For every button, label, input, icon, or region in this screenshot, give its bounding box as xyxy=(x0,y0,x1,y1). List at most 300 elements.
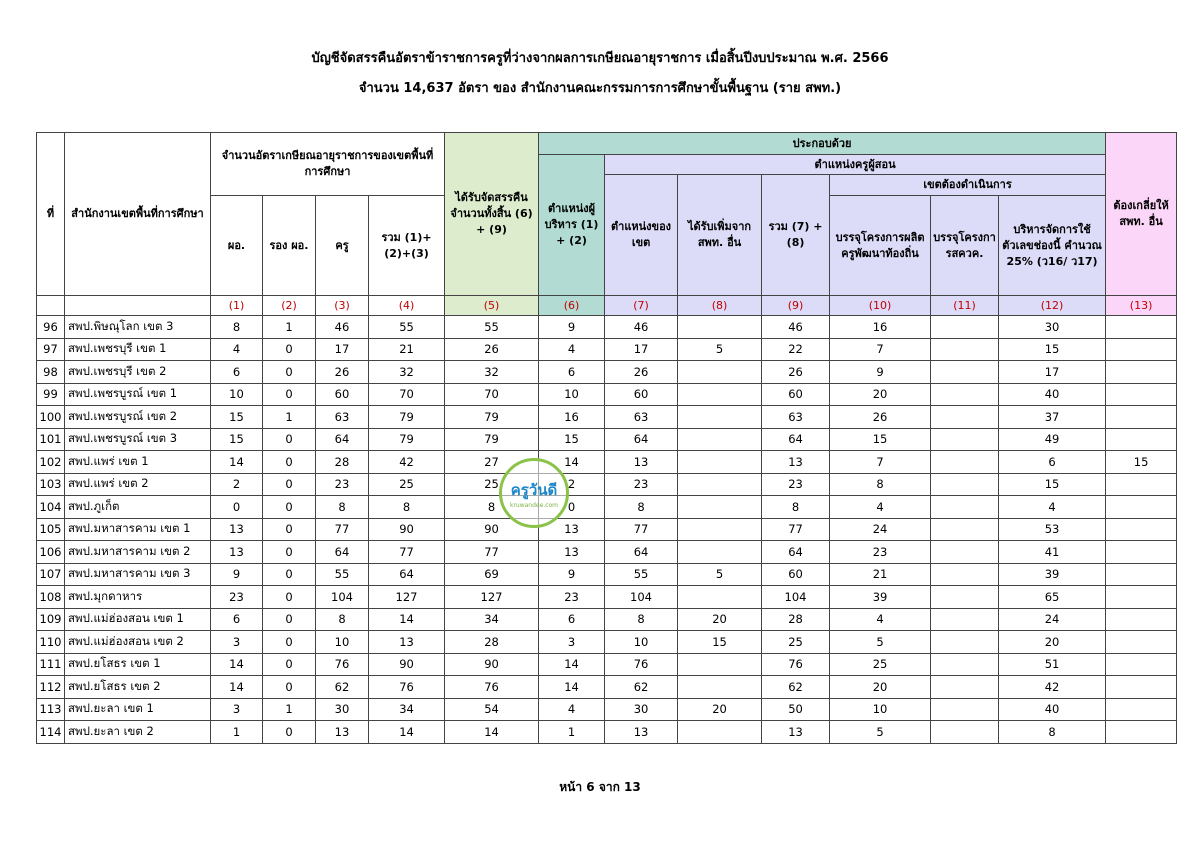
cell-c4: 127 xyxy=(369,586,445,609)
cell-no: 107 xyxy=(37,563,65,586)
cell-c7: 13 xyxy=(605,451,678,474)
cell-c9: 13 xyxy=(762,721,830,744)
cell-c1: 1 xyxy=(211,721,263,744)
cell-c7: 64 xyxy=(605,541,678,564)
cell-c10: 20 xyxy=(830,383,931,406)
cell-c11 xyxy=(931,338,999,361)
cell-c2: 0 xyxy=(263,676,316,699)
cell-c12: 15 xyxy=(999,338,1106,361)
watermark-text: ครูวันดี xyxy=(510,480,558,499)
cell-c10: 16 xyxy=(830,316,931,339)
cell-c8 xyxy=(678,451,762,474)
cell-c4: 8 xyxy=(369,496,445,519)
cell-c8: 5 xyxy=(678,563,762,586)
cell-c10: 15 xyxy=(830,428,931,451)
document-title: บัญชีจัดสรรคืนอัตราข้าราชการครูที่ว่างจากผลการเกษียณอายุราชการ เมื่อสิ้นปีงบประมาณ พ.ศ. 2566 xyxy=(311,51,889,66)
cell-c1: 4 xyxy=(211,338,263,361)
cell-c8 xyxy=(678,586,762,609)
cell-c8 xyxy=(678,518,762,541)
cell-c5: 76 xyxy=(445,676,539,699)
cell-c2: 1 xyxy=(263,316,316,339)
cell-no: 101 xyxy=(37,428,65,451)
cell-c2: 0 xyxy=(263,428,316,451)
cell-c9: 104 xyxy=(762,586,830,609)
cell-office: สพป.เพชรบูรณ์ เขต 1 xyxy=(65,383,211,406)
cell-c13 xyxy=(1106,653,1177,676)
cell-c9: 62 xyxy=(762,676,830,699)
cell-c6: 14 xyxy=(539,653,605,676)
cell-c12: 15 xyxy=(999,473,1106,496)
cell-c7: 104 xyxy=(605,586,678,609)
cell-c3: 63 xyxy=(316,406,369,429)
cell-c12: 8 xyxy=(999,721,1106,744)
cell-c5: 26 xyxy=(445,338,539,361)
cell-c7: 17 xyxy=(605,338,678,361)
cell-c13 xyxy=(1106,383,1177,406)
cell-no: 111 xyxy=(37,653,65,676)
cell-c8: 20 xyxy=(678,608,762,631)
cell-c9: 13 xyxy=(762,451,830,474)
cell-c12: 41 xyxy=(999,541,1106,564)
cell-c4: 77 xyxy=(369,541,445,564)
cell-c2: 0 xyxy=(263,631,316,654)
cell-c13 xyxy=(1106,473,1177,496)
cell-office: สพป.พิษณุโลก เขต 3 xyxy=(65,316,211,339)
header-area-must: เขตต้องดำเนินการ xyxy=(830,175,1106,196)
cell-c3: 104 xyxy=(316,586,369,609)
cell-c5: 32 xyxy=(445,361,539,384)
cell-c1: 13 xyxy=(211,541,263,564)
cell-c8 xyxy=(678,473,762,496)
cell-c8 xyxy=(678,496,762,519)
col-number: (3) xyxy=(316,296,369,316)
cell-c7: 13 xyxy=(605,721,678,744)
cell-c13 xyxy=(1106,316,1177,339)
cell-c3: 28 xyxy=(316,451,369,474)
cell-c7: 55 xyxy=(605,563,678,586)
cell-c4: 42 xyxy=(369,451,445,474)
cell-c13 xyxy=(1106,586,1177,609)
cell-c13 xyxy=(1106,361,1177,384)
cell-c3: 17 xyxy=(316,338,369,361)
cell-c6: 15 xyxy=(539,428,605,451)
cell-c8 xyxy=(678,676,762,699)
cell-c8 xyxy=(678,428,762,451)
cell-c4: 76 xyxy=(369,676,445,699)
cell-c5: 55 xyxy=(445,316,539,339)
cell-c9: 64 xyxy=(762,541,830,564)
table-row xyxy=(37,496,1177,519)
col-number: (2) xyxy=(263,296,316,316)
header-own-area: ตำแหน่งของเขต xyxy=(605,175,678,296)
col-number: (5) xyxy=(445,296,539,316)
cell-c8 xyxy=(678,361,762,384)
cell-c9: 23 xyxy=(762,473,830,496)
cell-no: 104 xyxy=(37,496,65,519)
table-row xyxy=(37,361,1177,384)
watermark-logo xyxy=(499,458,569,528)
cell-c2: 0 xyxy=(263,496,316,519)
cell-c11 xyxy=(931,608,999,631)
table-row xyxy=(37,653,1177,676)
cell-c1: 23 xyxy=(211,586,263,609)
cell-c3: 10 xyxy=(316,631,369,654)
cell-c11 xyxy=(931,586,999,609)
cell-c3: 8 xyxy=(316,608,369,631)
cell-c11 xyxy=(931,698,999,721)
cell-c10: 23 xyxy=(830,541,931,564)
cell-c13: 15 xyxy=(1106,451,1177,474)
cell-c10: 21 xyxy=(830,563,931,586)
cell-c5: 69 xyxy=(445,563,539,586)
header-total-alloc: ได้รับจัดสรรคืนจำนวนทั้งสิ้น (6) + (9) xyxy=(445,133,539,296)
cell-c12: 53 xyxy=(999,518,1106,541)
cell-c11 xyxy=(931,721,999,744)
cell-c8: 15 xyxy=(678,631,762,654)
cell-no: 102 xyxy=(37,451,65,474)
cell-c2: 0 xyxy=(263,451,316,474)
cell-no: 110 xyxy=(37,631,65,654)
cell-c2: 1 xyxy=(263,406,316,429)
cell-c13 xyxy=(1106,631,1177,654)
cell-no: 96 xyxy=(37,316,65,339)
cell-c10: 7 xyxy=(830,338,931,361)
cell-c13 xyxy=(1106,496,1177,519)
cell-c11 xyxy=(931,383,999,406)
cell-c6: 6 xyxy=(539,361,605,384)
cell-c11 xyxy=(931,428,999,451)
cell-c12: 49 xyxy=(999,428,1106,451)
cell-c7: 64 xyxy=(605,428,678,451)
cell-c10: 8 xyxy=(830,473,931,496)
cell-c10: 5 xyxy=(830,721,931,744)
cell-c5: 79 xyxy=(445,406,539,429)
cell-c1: 14 xyxy=(211,451,263,474)
cell-c13 xyxy=(1106,406,1177,429)
col-number: (9) xyxy=(762,296,830,316)
cell-c1: 3 xyxy=(211,631,263,654)
cell-office: สพป.ยะลา เขต 2 xyxy=(65,721,211,744)
cell-c3: 77 xyxy=(316,518,369,541)
cell-c7: 76 xyxy=(605,653,678,676)
table-row xyxy=(37,698,1177,721)
cell-c6: 4 xyxy=(539,698,605,721)
cell-c13 xyxy=(1106,518,1177,541)
cell-office: สพป.ยโสธร เขต 1 xyxy=(65,653,211,676)
cell-c3: 13 xyxy=(316,721,369,744)
table-row xyxy=(37,586,1177,609)
cell-c5: 8 xyxy=(445,496,539,519)
cell-c12: 20 xyxy=(999,631,1106,654)
cell-c1: 15 xyxy=(211,406,263,429)
table-row xyxy=(37,721,1177,744)
cell-c5: 54 xyxy=(445,698,539,721)
table-row xyxy=(37,383,1177,406)
cell-c8: 20 xyxy=(678,698,762,721)
cell-c9: 77 xyxy=(762,518,830,541)
cell-c5: 90 xyxy=(445,653,539,676)
col-number: (11) xyxy=(931,296,999,316)
cell-c11 xyxy=(931,473,999,496)
cell-c12: 17 xyxy=(999,361,1106,384)
cell-c11 xyxy=(931,631,999,654)
cell-c7: 77 xyxy=(605,518,678,541)
cell-c1: 6 xyxy=(211,608,263,631)
cell-c3: 60 xyxy=(316,383,369,406)
cell-c8 xyxy=(678,541,762,564)
cell-c4: 70 xyxy=(369,383,445,406)
cell-c13 xyxy=(1106,608,1177,631)
cell-c10: 26 xyxy=(830,406,931,429)
table-row xyxy=(37,338,1177,361)
cell-office: สพป.แพร่ เขต 1 xyxy=(65,451,211,474)
table-row xyxy=(37,676,1177,699)
cell-office: สพป.มุกดาหาร xyxy=(65,586,211,609)
cell-office: สพป.มหาสารคาม เขต 1 xyxy=(65,518,211,541)
cell-c12: 30 xyxy=(999,316,1106,339)
cell-c10: 9 xyxy=(830,361,931,384)
cell-c9: 26 xyxy=(762,361,830,384)
cell-c1: 3 xyxy=(211,698,263,721)
cell-c6: 0 xyxy=(539,496,605,519)
header-manage: บริหารจัดการใช้ตัวเลขช่องนี้ คำนวณ 25% (ว16/ ว17) xyxy=(999,196,1106,296)
cell-c2: 0 xyxy=(263,653,316,676)
document-subtitle: จำนวน 14,637 อัตรา ของ สำนักงานคณะกรรมการการศึกษาขั้นพื้นฐาน (ราย สพท.) xyxy=(358,81,842,96)
cell-c6: 2 xyxy=(539,473,605,496)
cell-c9: 22 xyxy=(762,338,830,361)
cell-c5: 77 xyxy=(445,541,539,564)
cell-c9: 8 xyxy=(762,496,830,519)
cell-c1: 6 xyxy=(211,361,263,384)
cell-no: 103 xyxy=(37,473,65,496)
cell-c6: 23 xyxy=(539,586,605,609)
cell-c10: 24 xyxy=(830,518,931,541)
cell-c2: 0 xyxy=(263,383,316,406)
cell-c7: 30 xyxy=(605,698,678,721)
cell-c4: 14 xyxy=(369,721,445,744)
cell-office: สพป.มหาสารคาม เขต 2 xyxy=(65,541,211,564)
cell-c12: 40 xyxy=(999,383,1106,406)
header-deputy: รอง ผอ. xyxy=(263,196,316,296)
cell-c7: 63 xyxy=(605,406,678,429)
cell-c12: 6 xyxy=(999,451,1106,474)
cell-no: 98 xyxy=(37,361,65,384)
cell-c4: 21 xyxy=(369,338,445,361)
cell-c3: 23 xyxy=(316,473,369,496)
cell-c13 xyxy=(1106,698,1177,721)
table-row xyxy=(37,316,1177,339)
cell-c7: 60 xyxy=(605,383,678,406)
cell-c1: 2 xyxy=(211,473,263,496)
cell-office: สพป.ภูเก็ต xyxy=(65,496,211,519)
cell-c5: 25 xyxy=(445,473,539,496)
cell-c7: 62 xyxy=(605,676,678,699)
cell-c5: 90 xyxy=(445,518,539,541)
table-row xyxy=(37,608,1177,631)
cell-c11 xyxy=(931,676,999,699)
table-row xyxy=(37,541,1177,564)
col-number: (12) xyxy=(999,296,1106,316)
header-teacher: ครู xyxy=(316,196,369,296)
cell-c3: 8 xyxy=(316,496,369,519)
cell-no: 100 xyxy=(37,406,65,429)
header-sum78: รวม (7) + (8) xyxy=(762,175,830,296)
header-sum123: รวม (1)+(2)+(3) xyxy=(369,196,445,296)
cell-c7: 46 xyxy=(605,316,678,339)
column-number-row xyxy=(37,296,1177,316)
cell-c8 xyxy=(678,406,762,429)
cell-c2: 0 xyxy=(263,338,316,361)
table-row xyxy=(37,451,1177,474)
cell-c2: 0 xyxy=(263,608,316,631)
cell-c6: 9 xyxy=(539,563,605,586)
cell-no: 112 xyxy=(37,676,65,699)
cell-c1: 14 xyxy=(211,653,263,676)
cell-c5: 70 xyxy=(445,383,539,406)
cell-c11 xyxy=(931,406,999,429)
cell-c6: 10 xyxy=(539,383,605,406)
cell-c4: 55 xyxy=(369,316,445,339)
cell-c11 xyxy=(931,518,999,541)
cell-c7: 8 xyxy=(605,496,678,519)
cell-c9: 60 xyxy=(762,383,830,406)
cell-office: สพป.ยะลา เขต 1 xyxy=(65,698,211,721)
cell-c5: 127 xyxy=(445,586,539,609)
cell-c2: 0 xyxy=(263,518,316,541)
cell-c5: 14 xyxy=(445,721,539,744)
header-teacher-position: ตำแหน่งครูผู้สอน xyxy=(605,155,1106,175)
cell-c11 xyxy=(931,541,999,564)
cell-c3: 76 xyxy=(316,653,369,676)
cell-c4: 34 xyxy=(369,698,445,721)
allocation-table xyxy=(36,132,1177,744)
cell-no: 97 xyxy=(37,338,65,361)
cell-c6: 16 xyxy=(539,406,605,429)
cell-c4: 64 xyxy=(369,563,445,586)
cell-no: 113 xyxy=(37,698,65,721)
page-number: หน้า 6 จาก 13 xyxy=(559,780,641,794)
header-no: ที่ xyxy=(37,133,65,296)
cell-c10: 4 xyxy=(830,608,931,631)
cell-c1: 8 xyxy=(211,316,263,339)
cell-c3: 55 xyxy=(316,563,369,586)
cell-c7: 23 xyxy=(605,473,678,496)
header-local-teacher: บรรจุโครงการผลิตครูพัฒนาท้องถิ่น xyxy=(830,196,931,296)
cell-c10: 20 xyxy=(830,676,931,699)
cell-office: สพป.เพชรบุรี เขต 2 xyxy=(65,361,211,384)
cell-c1: 0 xyxy=(211,496,263,519)
cell-office: สพป.แม่ฮ่องสอน เขต 1 xyxy=(65,608,211,631)
cell-c4: 79 xyxy=(369,406,445,429)
cell-c6: 1 xyxy=(539,721,605,744)
cell-c2: 0 xyxy=(263,563,316,586)
cell-c1: 14 xyxy=(211,676,263,699)
cell-c4: 25 xyxy=(369,473,445,496)
table-row xyxy=(37,406,1177,429)
cell-c11 xyxy=(931,361,999,384)
cell-c2: 0 xyxy=(263,541,316,564)
cell-c12: 4 xyxy=(999,496,1106,519)
cell-c12: 51 xyxy=(999,653,1106,676)
cell-c12: 39 xyxy=(999,563,1106,586)
watermark-subtext: kruwandee.com xyxy=(509,501,559,509)
cell-no: 109 xyxy=(37,608,65,631)
col-number: (10) xyxy=(830,296,931,316)
cell-c10: 39 xyxy=(830,586,931,609)
cell-c2: 0 xyxy=(263,721,316,744)
cell-c6: 9 xyxy=(539,316,605,339)
cell-c9: 46 xyxy=(762,316,830,339)
table-row xyxy=(37,631,1177,654)
header-transfer-out: ต้องเกลี่ยให้ สพท. อื่น xyxy=(1106,133,1177,296)
cell-c3: 46 xyxy=(316,316,369,339)
cell-c12: 37 xyxy=(999,406,1106,429)
cell-c1: 10 xyxy=(211,383,263,406)
cell-c5: 34 xyxy=(445,608,539,631)
cell-no: 105 xyxy=(37,518,65,541)
cell-c4: 90 xyxy=(369,653,445,676)
cell-c10: 7 xyxy=(830,451,931,474)
cell-c1: 13 xyxy=(211,518,263,541)
cell-c4: 13 xyxy=(369,631,445,654)
table-body xyxy=(37,316,1177,744)
cell-office: สพป.มหาสารคาม เขต 3 xyxy=(65,563,211,586)
cell-c8 xyxy=(678,721,762,744)
cell-c12: 24 xyxy=(999,608,1106,631)
cell-c12: 65 xyxy=(999,586,1106,609)
cell-no: 106 xyxy=(37,541,65,564)
cell-c11 xyxy=(931,451,999,474)
cell-c2: 0 xyxy=(263,586,316,609)
cell-c9: 28 xyxy=(762,608,830,631)
cell-c1: 9 xyxy=(211,563,263,586)
col-number: (6) xyxy=(539,296,605,316)
cell-c10: 5 xyxy=(830,631,931,654)
cell-c9: 60 xyxy=(762,563,830,586)
header-consists-of: ประกอบด้วย xyxy=(539,133,1106,155)
cell-c7: 10 xyxy=(605,631,678,654)
col-number: (13) xyxy=(1106,296,1177,316)
cell-c4: 32 xyxy=(369,361,445,384)
cell-c6: 13 xyxy=(539,518,605,541)
cell-c11 xyxy=(931,316,999,339)
cell-c11 xyxy=(931,563,999,586)
cell-c12: 42 xyxy=(999,676,1106,699)
cell-office: สพป.แม่ฮ่องสอน เขต 2 xyxy=(65,631,211,654)
cell-no: 108 xyxy=(37,586,65,609)
cell-c7: 26 xyxy=(605,361,678,384)
cell-c12: 40 xyxy=(999,698,1106,721)
cell-c8 xyxy=(678,383,762,406)
cell-c6: 14 xyxy=(539,676,605,699)
cell-c8 xyxy=(678,316,762,339)
cell-c3: 30 xyxy=(316,698,369,721)
col-number: (7) xyxy=(605,296,678,316)
cell-c13 xyxy=(1106,563,1177,586)
cell-c1: 15 xyxy=(211,428,263,451)
cell-c9: 63 xyxy=(762,406,830,429)
cell-c4: 79 xyxy=(369,428,445,451)
cell-c3: 26 xyxy=(316,361,369,384)
cell-c3: 64 xyxy=(316,428,369,451)
cell-c7: 8 xyxy=(605,608,678,631)
cell-office: สพป.เพชรบูรณ์ เขต 3 xyxy=(65,428,211,451)
header-director: ผอ. xyxy=(211,196,263,296)
table-row xyxy=(37,473,1177,496)
header-skvk: บรรจุโครงการสควค. xyxy=(931,196,999,296)
cell-c4: 14 xyxy=(369,608,445,631)
cell-no: 114 xyxy=(37,721,65,744)
